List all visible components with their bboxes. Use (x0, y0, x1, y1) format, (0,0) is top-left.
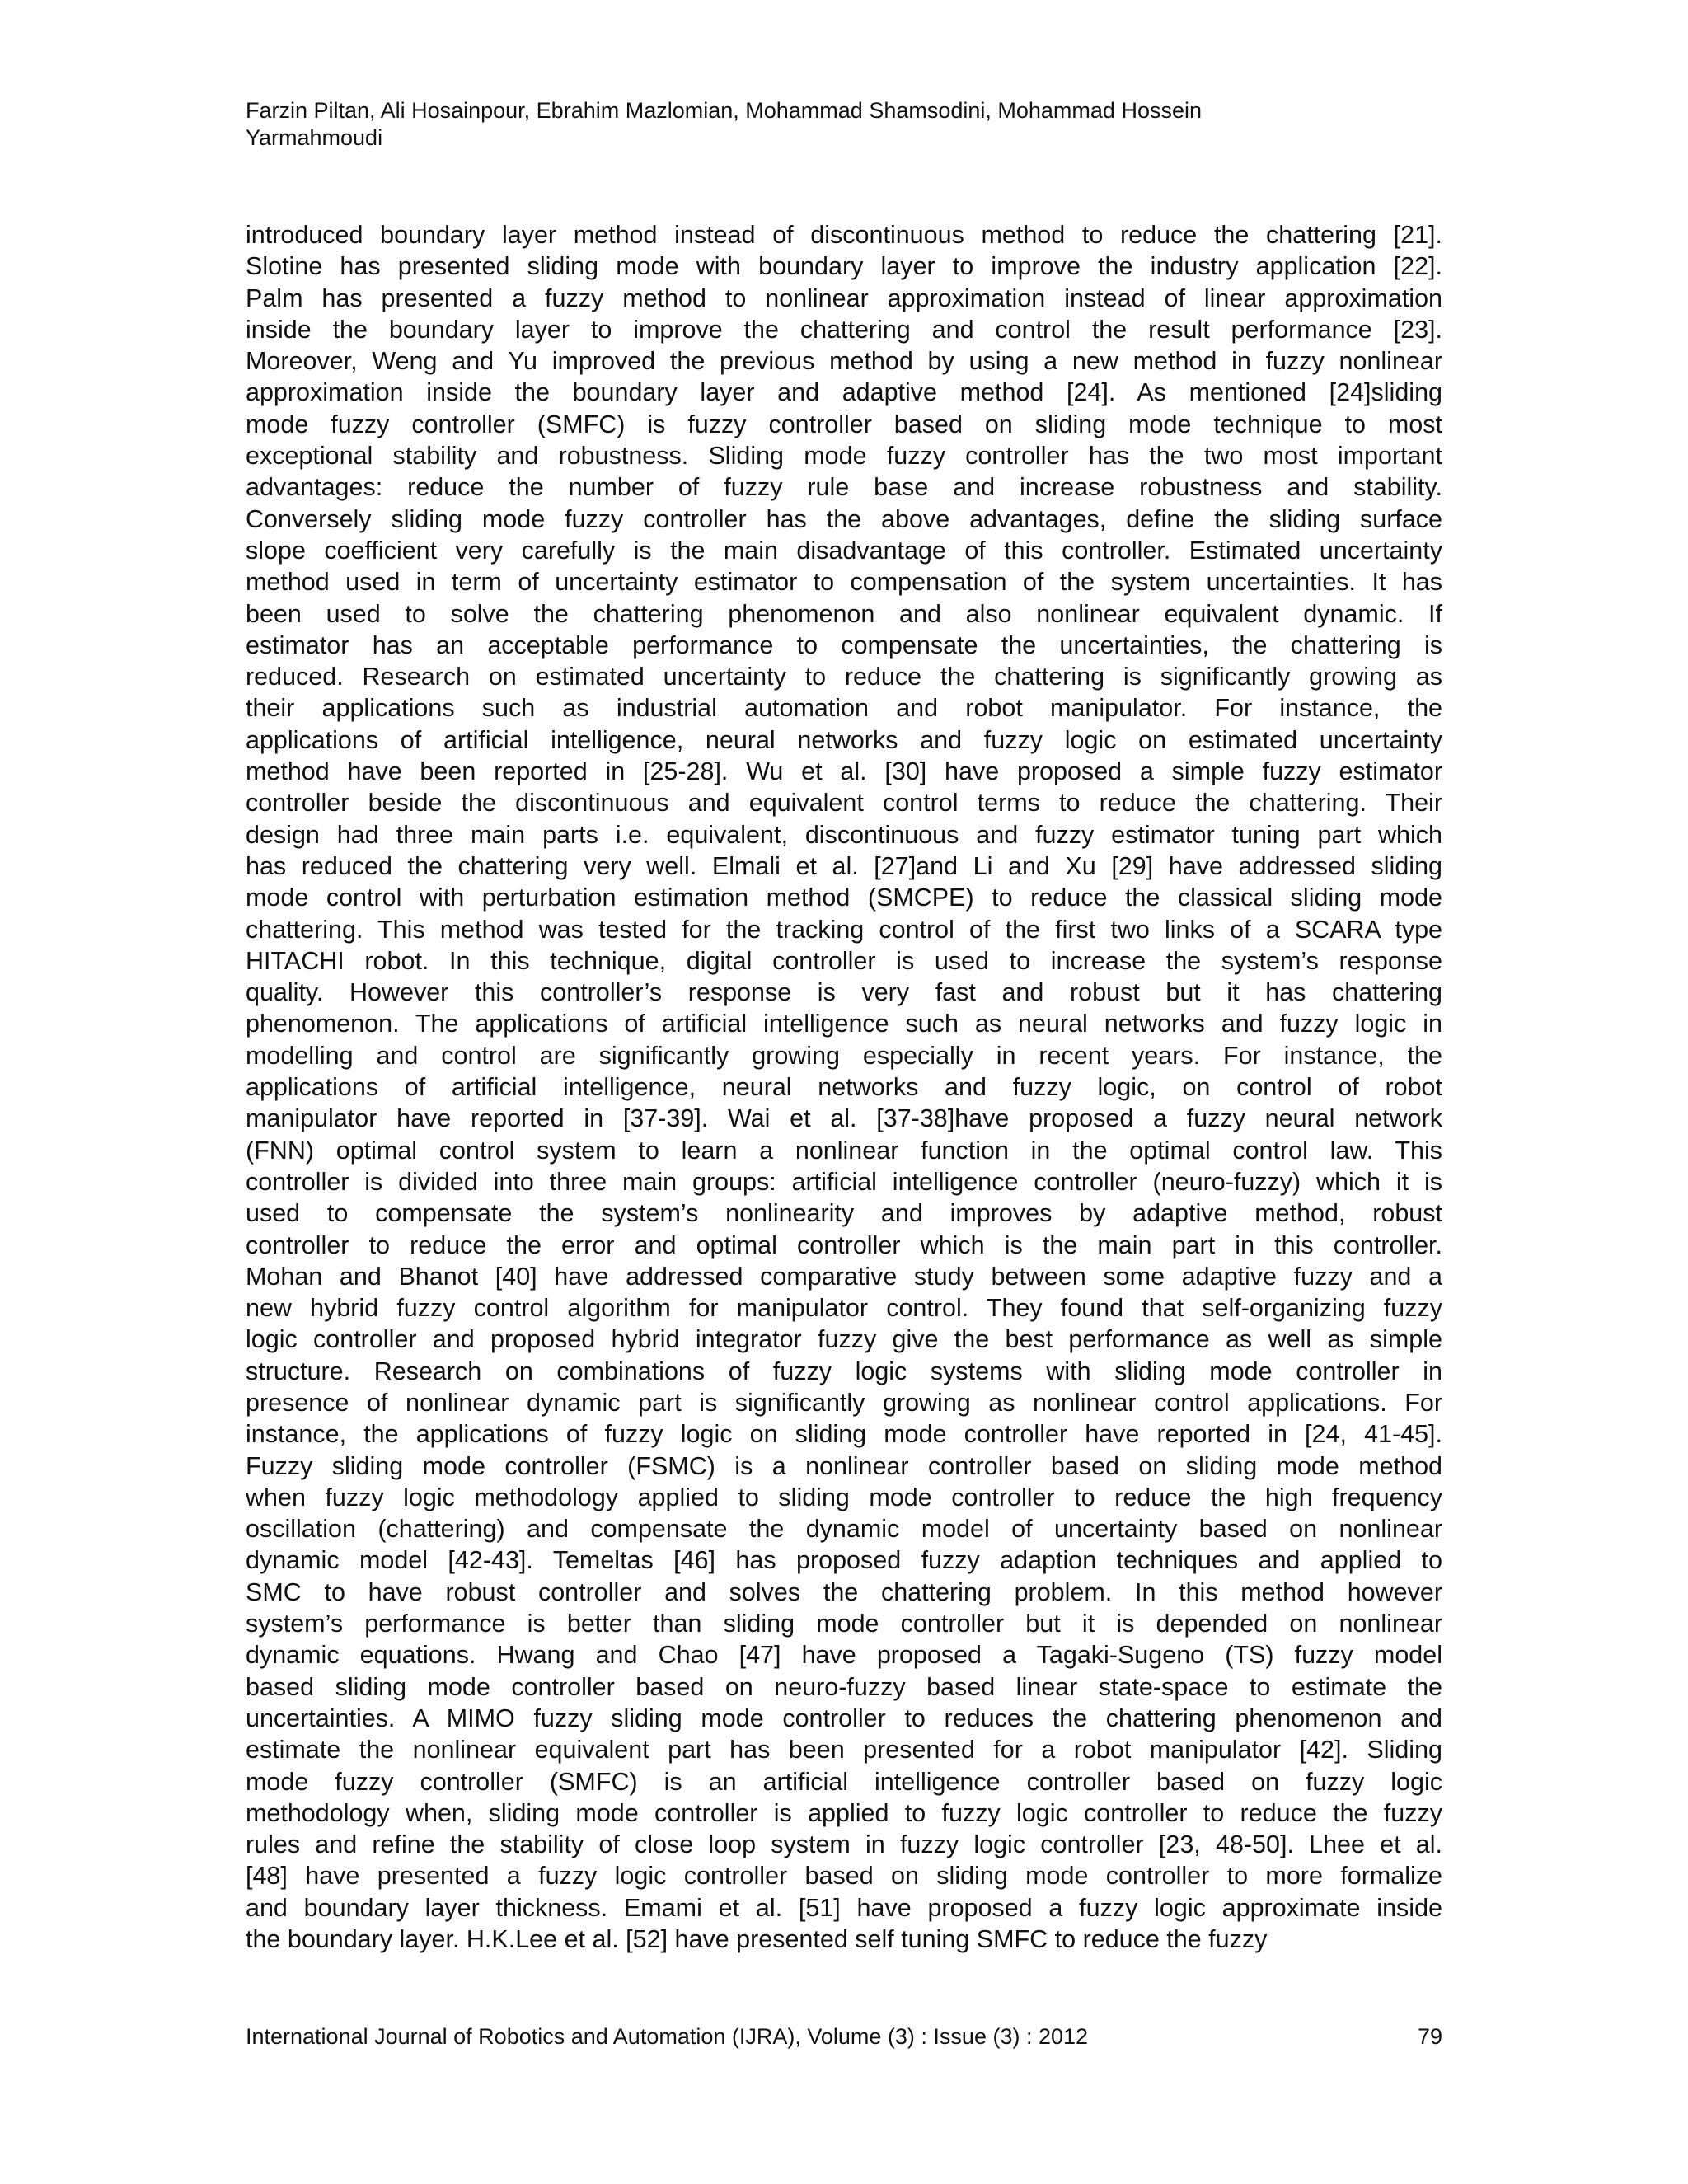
body-line: when fuzzy logic methodology applied to sliding mode controller to reduce the high frequency (246, 1483, 1442, 1511)
page-number: 79 (1417, 2024, 1442, 2049)
body-line: and boundary layer thickness. Emami et al. [51] have proposed a fuzzy logic approximate inside (246, 1893, 1442, 1922)
body-line: Moreover, Weng and Yu improved the previous method by using a new method in fuzzy nonlinear (246, 347, 1442, 376)
body-line: new hybrid fuzzy control algorithm for manipulator control. They found that self-organizing fuzzy (246, 1294, 1442, 1323)
body-line: Slotine has presented sliding mode with boundary layer to improve the industry application [22]. (246, 252, 1442, 281)
body-line: used to compensate the system’s nonlinearity and improves by adaptive method, robust (246, 1199, 1442, 1228)
running-header-authors (246, 97, 1449, 152)
body-line: the boundary layer. H.K.Lee et al. [52] have presented self tuning SMFC to reduce the fuzzy (246, 1925, 1268, 1954)
body-line: (FNN) optimal control system to learn a nonlinear function in the optimal control law. This (246, 1136, 1442, 1165)
body-line: estimate the nonlinear equivalent part has been presented for a robot manipulator [42]. Sliding (246, 1736, 1442, 1765)
body-line: quality. However this controller’s response is very fast and robust but it has chattering (246, 978, 1442, 1007)
body-line: method have been reported in [25-28]. Wu et al. [30] have proposed a simple fuzzy estimator (246, 757, 1442, 786)
body-line: dynamic model [42-43]. Temeltas [46] has proposed fuzzy adaption techniques and applied to (246, 1546, 1442, 1575)
body-line: rules and refine the stability of close loop system in fuzzy logic controller [23, 48-50]. Lhee et al. (246, 1830, 1442, 1859)
footer-journal-citation: International Journal of Robotics and Automation (IJRA), Volume (3) : Issue (3) : 2012 (246, 2024, 1089, 2049)
body-line: mode control with perturbation estimation method (SMCPE) to reduce the classical sliding mode (246, 883, 1442, 912)
body-line: oscillation (chattering) and compensate the dynamic model of uncertainty based on nonlinear (246, 1515, 1442, 1544)
body-line: slope coefficient very carefully is the main disadvantage of this controller. Estimated uncertainty (246, 536, 1442, 565)
body-line: applications of artificial intelligence, neural networks and fuzzy logic, on control of robot (246, 1073, 1442, 1102)
body-line: uncertainties. A MIMO fuzzy sliding mode controller to reduces the chattering phenomenon and (246, 1704, 1442, 1732)
body-line: Conversely sliding mode fuzzy controller has the above advantages, define the sliding surface (246, 504, 1442, 533)
body-line: based sliding mode controller based on neuro-fuzzy based linear state-space to estimate the (246, 1672, 1442, 1701)
body-line: manipulator have reported in [37-39]. Wai et al. [37-38]have proposed a fuzzy neural network (246, 1104, 1442, 1133)
body-line: system’s performance is better than sliding mode controller but it is depended on nonlinear (246, 1610, 1442, 1638)
header-authors-line-2: Yarmahmoudi (246, 125, 383, 150)
body-paragraph (246, 219, 1442, 1955)
header-authors-line-1: Farzin Piltan, Ali Hosainpour, Ebrahim Mazlomian, Mohammad Shamsodini, Mohammad Hossein (246, 98, 1202, 123)
body-line: structure. Research on combinations of fuzzy logic systems with sliding mode controller in (246, 1357, 1442, 1385)
body-line: inside the boundary layer to improve the chattering and control the result performance [23]. (246, 315, 1442, 344)
body-line: presence of nonlinear dynamic part is significantly growing as nonlinear control applications. For (246, 1388, 1442, 1417)
body-line: modelling and control are significantly growing especially in recent years. For instance, the (246, 1041, 1442, 1070)
body-line: estimator has an acceptable performance to compensate the uncertainties, the chattering is (246, 630, 1442, 659)
body-line: instance, the applications of fuzzy logic on sliding mode controller have reported in [24, 41-45]. (246, 1420, 1442, 1449)
body-line: introduced boundary layer method instead of discontinuous method to reduce the chattering [21]. (246, 221, 1442, 249)
body-line: Fuzzy sliding mode controller (FSMC) is a nonlinear controller based on sliding mode method (246, 1451, 1442, 1480)
body-line: phenomenon. The applications of artificial intelligence such as neural networks and fuzzy logic in (246, 1010, 1442, 1038)
body-line: mode fuzzy controller (SMFC) is fuzzy controller based on sliding mode technique to most (246, 410, 1442, 438)
body-line: Mohan and Bhanot [40] have addressed comparative study between some adaptive fuzzy and a (246, 1262, 1442, 1291)
body-line: mode fuzzy controller (SMFC) is an artificial intelligence controller based on fuzzy logic (246, 1767, 1442, 1796)
body-line: their applications such as industrial automation and robot manipulator. For instance, the (246, 694, 1442, 723)
body-line: been used to solve the chattering phenomenon and also nonlinear equivalent dynamic. If (246, 599, 1442, 628)
body-line: dynamic equations. Hwang and Chao [47] have proposed a Tagaki-Sugeno (TS) fuzzy model (246, 1641, 1442, 1670)
body-line: has reduced the chattering very well. Elmali et al. [27]and Li and Xu [29] have addressed sliding (246, 851, 1442, 880)
running-footer (246, 2023, 1442, 2050)
body-line: design had three main parts i.e. equivalent, discontinuous and fuzzy estimator tuning part which (246, 820, 1442, 849)
body-line: reduced. Research on estimated uncertainty to reduce the chattering is significantly growing as (246, 663, 1442, 691)
body-line: method used in term of uncertainty estimator to compensation of the system uncertainties. It has (246, 568, 1442, 597)
body-line: Palm has presented a fuzzy method to nonlinear approximation instead of linear approximation (246, 284, 1442, 312)
body-line: controller beside the discontinuous and equivalent control terms to reduce the chattering. Their (246, 789, 1442, 818)
body-line: controller to reduce the error and optimal controller which is the main part in this controller. (246, 1230, 1442, 1259)
body-line: exceptional stability and robustness. Sliding mode fuzzy controller has the two most important (246, 442, 1442, 471)
body-line: approximation inside the boundary layer and adaptive method [24]. As mentioned [24]sliding (246, 378, 1442, 407)
body-line: HITACHI robot. In this technique, digital controller is used to increase the system’s response (246, 946, 1442, 975)
body-line: methodology when, sliding mode controller is applied to fuzzy logic controller to reduce the fuzzy (246, 1798, 1442, 1827)
body-line: advantages: reduce the number of fuzzy rule base and increase robustness and stability. (246, 473, 1442, 502)
body-line: [48] have presented a fuzzy logic controller based on sliding mode controller to more formalize (246, 1862, 1442, 1891)
body-line: SMC to have robust controller and solves the chattering problem. In this method however (246, 1577, 1442, 1606)
body-line: controller is divided into three main groups: artificial intelligence controller (neuro-fuzzy) which it is (246, 1167, 1442, 1196)
body-line: logic controller and proposed hybrid integrator fuzzy give the best performance as well as simple (246, 1325, 1442, 1354)
body-line: chattering. This method was tested for the tracking control of the first two links of a SCARA type (246, 915, 1442, 944)
body-line: applications of artificial intelligence, neural networks and fuzzy logic on estimated uncertainty (246, 725, 1442, 754)
